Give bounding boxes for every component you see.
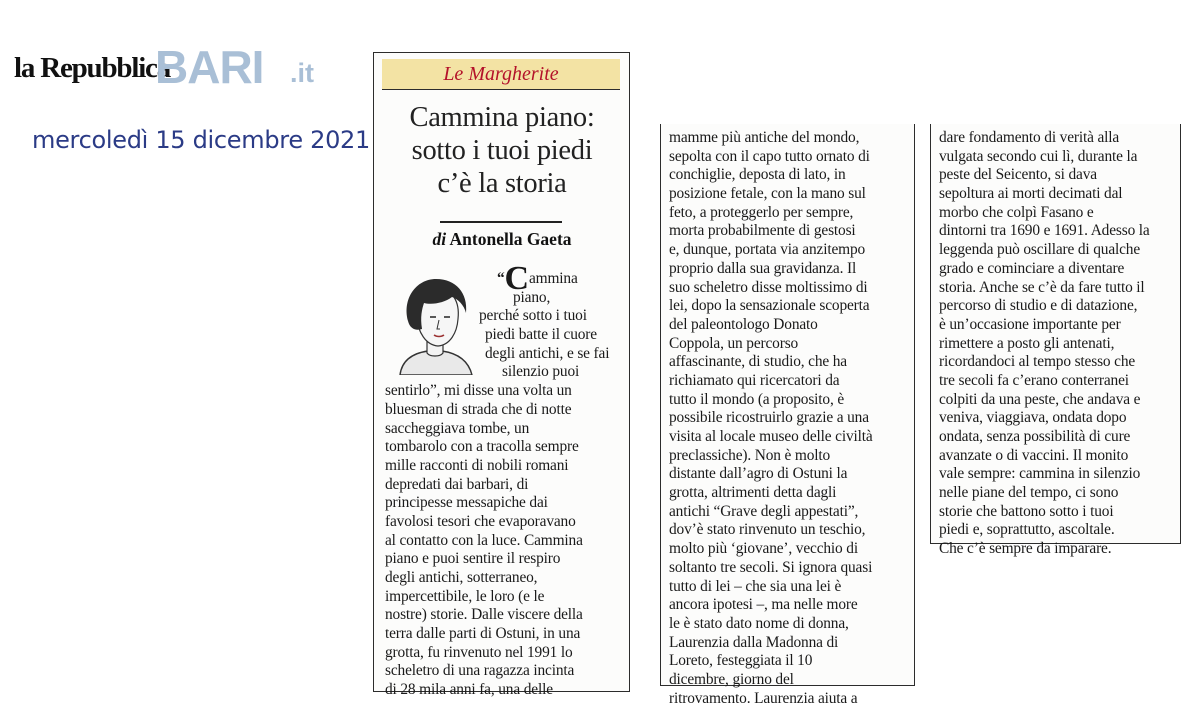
text-line: lei, dopo la sensazionale scoperta xyxy=(669,297,870,315)
text-line: suo scheletro disse moltissimo di xyxy=(669,278,868,296)
text-line: richiamato qui ricercatori da xyxy=(669,371,840,389)
text-line: terra dalle parti di Ostuni, in una xyxy=(385,625,581,643)
text-line: peste del Seicento, si dava xyxy=(939,166,1097,184)
text-line: Che c’è sempre da imparare. xyxy=(939,540,1112,558)
text-line: ancora ipotesi –, ma nelle more xyxy=(669,596,858,614)
text-line: principesse messapiche dai xyxy=(385,494,548,512)
text-line: dare fondamento di verità alla xyxy=(939,129,1120,146)
article-text-column-1 xyxy=(385,260,610,700)
text-line: storia. Anche se c’è da fare tutto il xyxy=(939,278,1145,296)
article-column-2 xyxy=(660,124,915,707)
text-line: possibile ricostruirlo grazie a una xyxy=(669,409,869,427)
text-line: scheletro di una ragazza incinta xyxy=(385,662,575,680)
text-line: bluesman di strada che di notte xyxy=(385,400,572,418)
text-line: antichi “Grave degli appestati”, xyxy=(669,502,859,520)
text-line: degli antichi, sotterraneo, xyxy=(385,569,538,586)
text-line: perché sotto i tuoi xyxy=(479,307,587,325)
text-line: Coppola, un percorso xyxy=(669,334,799,352)
text-line: sepolta con il capo tutto ornato di xyxy=(669,147,870,165)
text-line: degli antichi, e se fai xyxy=(485,344,610,362)
text-line: vulgata secondo cui lì, durante la xyxy=(939,147,1138,165)
text-line: impercettibile, le loro (e le xyxy=(385,587,545,605)
text-line: mille racconti di nobili romani xyxy=(385,456,569,474)
article-text-column-2 xyxy=(669,129,873,708)
text-line: tutto di lei – che sia una lei è xyxy=(669,577,842,595)
text-line: le è stato dato nome di donna, xyxy=(669,614,849,632)
text-line: proprio dalla sua gravidanza. Il xyxy=(669,259,857,277)
opening-quote: “ xyxy=(497,270,505,287)
text-line: al contatto con la luce. Cammina xyxy=(385,531,583,549)
headline-divider xyxy=(440,221,562,223)
text-line: di 28 mila anni fa, una delle xyxy=(385,681,553,699)
text-line: molto più ‘giovane’, vecchio di xyxy=(669,540,858,558)
text-line: grotta, fu rinvenuto nel 1991 lo xyxy=(385,643,573,661)
text-fragment: ammina xyxy=(528,270,578,287)
headline xyxy=(380,101,624,200)
text-line: ritrovamento. Laurenzia aiuta a xyxy=(669,689,858,707)
text-line: dicembre, giorno del xyxy=(669,670,794,688)
article-column-1 xyxy=(373,52,630,699)
text-line: vale sempre: cammina in silenzio xyxy=(939,465,1141,483)
text-line: piano, xyxy=(513,288,551,306)
text-line: del paleontologo Donato xyxy=(669,315,818,333)
text-line: nelle piane del tempo, ci sono xyxy=(939,484,1119,502)
text-line: morbo che colpì Fasano e xyxy=(939,203,1094,221)
text-line: è un’occasione importante per xyxy=(939,315,1121,333)
text-line: colpiti da una peste, che andava e xyxy=(939,390,1141,408)
text-line: tombarolo con a tracolla sempre xyxy=(385,438,579,456)
text-line: distante dall’agro di Ostuni la xyxy=(669,465,848,483)
text-line: dintorni tra 1690 e 1691. Adesso la xyxy=(939,222,1150,240)
rubric-label: Le Margherite xyxy=(382,59,620,90)
text-line: dov’è stato rinvenuto un teschio, xyxy=(669,521,866,539)
text-line: storie che battono sotto i tuoi xyxy=(939,502,1114,520)
text-line: saccheggiava tombe, un xyxy=(385,419,530,437)
edition-city-logo: BARI xyxy=(155,41,264,93)
byline xyxy=(378,229,626,250)
text-line: veniva, viaggiava, ondata dopo xyxy=(939,409,1127,427)
text-line: percorso di studio e di datazione, xyxy=(939,297,1138,315)
text-line: mamme più antiche del mondo, xyxy=(669,129,860,146)
article-text-column-3 xyxy=(939,129,1150,559)
drop-cap: C xyxy=(504,260,529,297)
text-line: Laurenzia dalla Madonna di xyxy=(669,633,839,651)
headline-line: Cammina piano: xyxy=(409,102,595,133)
text-line: conchiglie, deposta di lato, in xyxy=(669,166,846,184)
newspaper-name: la Repubblica xyxy=(14,52,171,84)
article-column-3 xyxy=(930,124,1181,558)
text-line: visita al locale museo delle civiltà xyxy=(669,428,873,445)
text-line: posizione fetale, con la mano sul xyxy=(669,185,866,203)
text-line: piano e puoi sentire il respiro xyxy=(385,550,561,568)
text-line: silenzio puoi xyxy=(502,363,580,381)
edition-domain: .it xyxy=(290,58,314,88)
byline-prefix: di xyxy=(432,229,447,249)
text-line: nostre) storie. Dalle viscere della xyxy=(385,606,583,624)
text-line: favolosi tesori che evaporavano xyxy=(385,512,576,530)
publication-date: mercoledì 15 dicembre 2021 xyxy=(32,126,370,154)
text-line: sentirlo”, mi disse una volta un xyxy=(385,382,572,400)
text-line: Loreto, festeggiata il 10 xyxy=(669,652,813,670)
text-line: e, dunque, portata via anzitempo xyxy=(669,241,866,259)
text-line: affascinante, di studio, che ha xyxy=(669,353,847,371)
text-line: piedi e, soprattutto, ascoltale. xyxy=(939,521,1115,539)
text-line: grado e cominciare a diventare xyxy=(939,259,1125,277)
text-line: preclassiche). Non è molto xyxy=(669,446,831,464)
masthead xyxy=(14,41,354,104)
text-line: depredati dai barbari, di xyxy=(385,475,529,493)
byline-author: Antonella Gaeta xyxy=(449,229,572,249)
text-line: avanzate o di vaccini. Il monito xyxy=(939,446,1129,464)
headline-line: c’è la storia xyxy=(437,168,567,199)
text-line: leggenda può oscillare di qualche xyxy=(939,241,1141,259)
text-line: ricordandoci al tempo stesso che xyxy=(939,353,1136,371)
text-line: sepoltura ai morti decimati dal xyxy=(939,185,1123,203)
text-line: piedi batte il cuore xyxy=(485,326,597,344)
text-line: morta probabilmente di gestosi xyxy=(669,222,856,240)
text-line: tutto il mondo (a proposito, è xyxy=(669,390,845,408)
text-line: soltanto tre secoli. Si ignora quasi xyxy=(669,558,873,576)
headline-line: sotto i tuoi piedi xyxy=(411,135,593,166)
text-line: feto, a proteggerlo per sempre, xyxy=(669,203,854,221)
text-line: ondata, senza possibilità di cure xyxy=(939,428,1131,445)
text-line: tre secoli fa c’erano conterranei xyxy=(939,371,1129,389)
text-line: grotta, altrimenti detta dagli xyxy=(669,484,837,502)
text-line: rimettere a posto gli antenati, xyxy=(939,334,1115,352)
